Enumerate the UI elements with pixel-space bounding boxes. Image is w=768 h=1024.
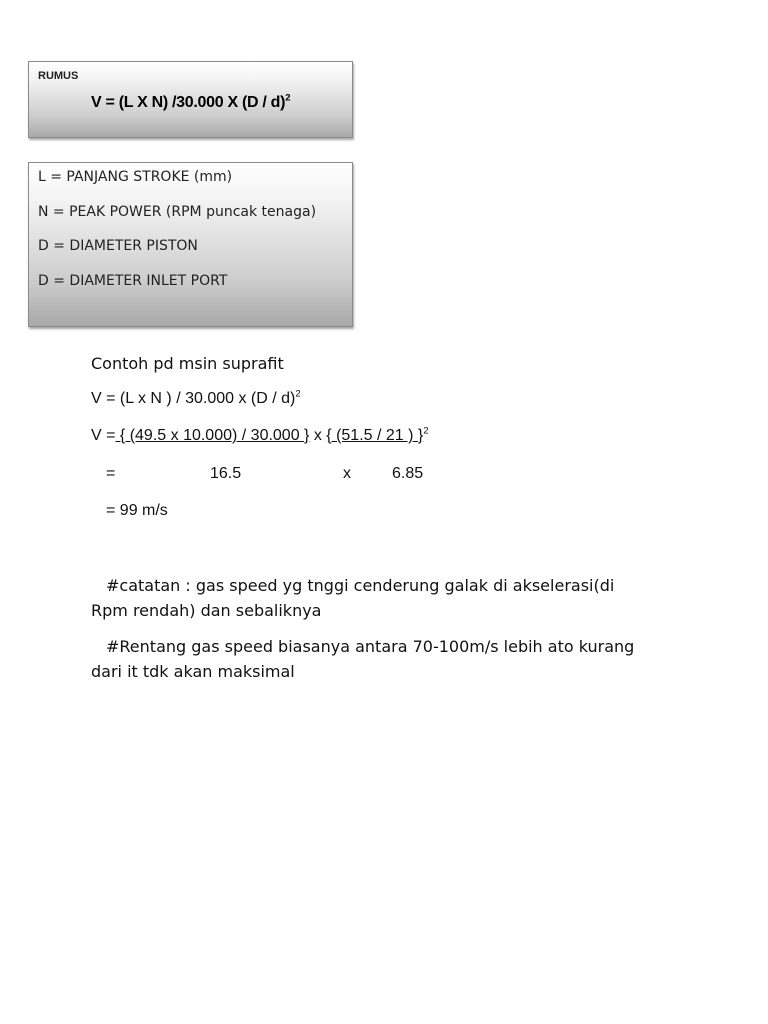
note-rentang-line-1: #Rentang gas speed biasanya antara 70-100m/s lebih ato kurang (106, 637, 635, 656)
example-formula (91, 390, 301, 408)
legend-item-inlet: D = DIAMETER INLET PORT (38, 273, 228, 289)
note-rentang-line-2: dari it tdk akan maksimal (91, 662, 295, 681)
result-value-1: 16.5 (210, 465, 242, 482)
substitution-multiply: x (309, 427, 327, 444)
legend-item-rpm: N = PEAK POWER (RPM puncak tenaga) (38, 204, 317, 220)
final-result: = 99 m/s (106, 502, 168, 519)
result-value-2: 6.85 (392, 465, 424, 482)
formula-main: V = (L X N) /30.000 X (D / d) (91, 94, 286, 111)
example-substitution (91, 427, 429, 445)
formula-label: RUMUS (38, 70, 79, 82)
result-equals: = (106, 465, 116, 482)
legend-item-stroke: L = PANJANG STROKE (mm) (38, 169, 233, 185)
legend-item-piston: D = DIAMETER PISTON (38, 238, 198, 254)
substitution-prefix: V = (91, 427, 116, 444)
substitution-exponent: 2 (423, 425, 429, 437)
example-title: Contoh pd msin suprafit (91, 354, 284, 373)
substitution-term-1: { (49.5 x 10.000) / 30.000 } (115, 427, 310, 444)
formula-exponent: 2 (285, 92, 291, 104)
note-catatan-line-1: #catatan : gas speed yg tnggi cenderung galak di akselerasi(di (106, 576, 615, 595)
example-formula-main: V = (L x N ) / 30.000 x (D / d) (91, 390, 296, 407)
formula-box (28, 61, 353, 138)
example-formula-exponent: 2 (295, 388, 301, 400)
substitution-term-2: { (51.5 / 21 ) } (326, 427, 424, 444)
note-catatan-line-2: Rpm rendah) dan sebaliknya (91, 601, 322, 620)
formula-text (91, 94, 290, 112)
legend-box (28, 162, 353, 327)
result-multiply: x (343, 465, 351, 482)
